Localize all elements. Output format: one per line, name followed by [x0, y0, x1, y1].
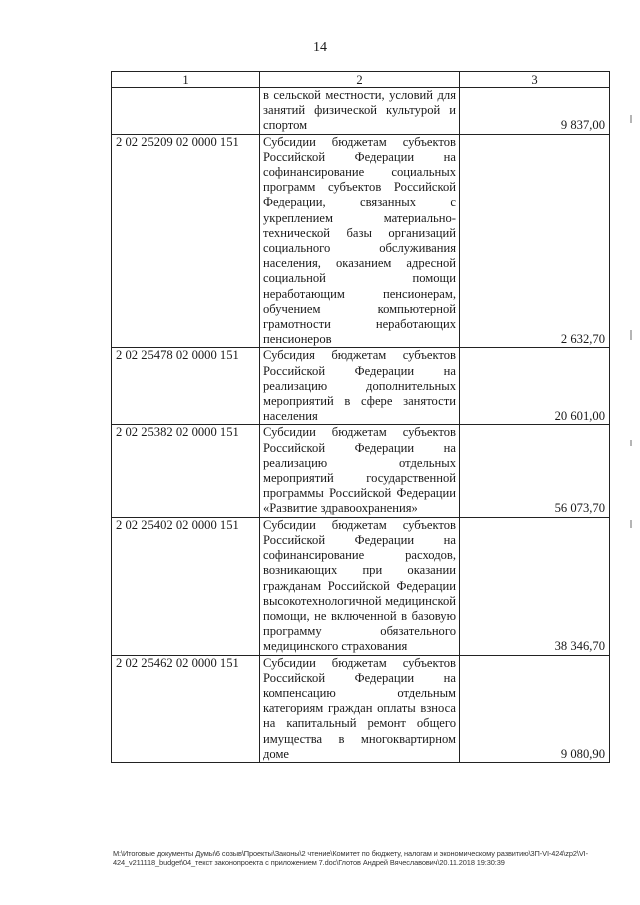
budget-code: 2 02 25478 02 0000 151	[112, 348, 260, 425]
description: Субсидии бюджетам субъектов Российской Федерации на реализацию отдельных мероприятий государственной программы Российской Федерации «Развитие здравоохранения»	[260, 425, 460, 517]
scan-edge-mark	[630, 440, 632, 446]
amount: 9 080,90	[460, 655, 610, 762]
budget-code: 2 02 25209 02 0000 151	[112, 134, 260, 348]
description: Субсидия бюджетам субъектов Российской Федерации на реализацию дополнительных мероприятий в сфере занятости населения	[260, 348, 460, 425]
amount: 2 632,70	[460, 134, 610, 348]
amount: 56 073,70	[460, 425, 610, 517]
amount: 9 837,00	[460, 88, 610, 135]
header-col-3: 3	[460, 72, 610, 88]
budget-code: 2 02 25462 02 0000 151	[112, 655, 260, 762]
header-col-2: 2	[260, 72, 460, 88]
table-row	[112, 88, 610, 135]
table-row	[112, 425, 610, 517]
header-col-1: 1	[112, 72, 260, 88]
budget-code: 2 02 25402 02 0000 151	[112, 517, 260, 655]
budget-code: 2 02 25382 02 0000 151	[112, 425, 260, 517]
description: Субсидии бюджетам субъектов Российской Федерации на софинансирование расходов, возникающих при оказании гражданам Российской Федерации высокотехнологичной медицинской помощи, не включенной в базовую программу обязательного медицинского страхования	[260, 517, 460, 655]
description: Субсидии бюджетам субъектов Российской Федерации на компенсацию отдельным категориям граждан оплаты взноса на капитальный ремонт общего имущества в многоквартирном доме	[260, 655, 460, 762]
page-number: 14	[313, 40, 327, 55]
scan-edge-mark	[630, 115, 632, 123]
table-row	[112, 517, 610, 655]
file-path-footer: М:\Итоговые документы Думы\6 созыв\Проекты\Законы\2 чтение\Комитет по бюджету, налогам и экономическому развитию\3П-VI-424\zp2\VI-424_v211118_budget\04_текст законопроекта с приложением 7.doc\Глотов Андрей Вячеславович\20.11.2018 19:30:39	[113, 849, 588, 867]
revenue-table	[111, 71, 610, 763]
scan-edge-mark	[630, 520, 632, 528]
table-row	[112, 348, 610, 425]
amount: 20 601,00	[460, 348, 610, 425]
table-header-row	[112, 72, 610, 88]
description: в сельской местности, условий для занятий физической культурой и спортом	[260, 88, 460, 135]
table-row	[112, 655, 610, 762]
amount: 38 346,70	[460, 517, 610, 655]
scan-edge-mark	[630, 330, 632, 340]
table-row	[112, 134, 610, 348]
description: Субсидии бюджетам субъектов Российской Федерации на софинансирование социальных программ субъектов Российской Федерации, связанных с укреплением материально-технической базы организаций социального обслуживания населения, оказанием адресной социальной помощи неработающим пенсионерам, обучением компьютерной грамотности неработающих пенсионеров	[260, 134, 460, 348]
budget-code	[112, 88, 260, 135]
